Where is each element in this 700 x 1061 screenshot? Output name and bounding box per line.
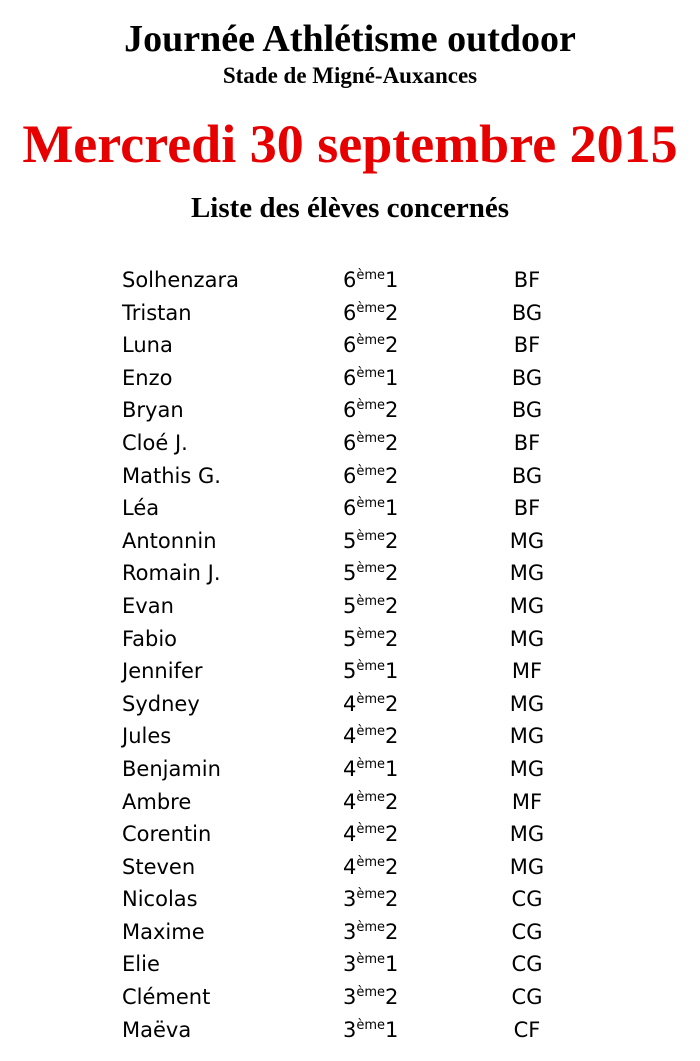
class-section: 2 bbox=[385, 985, 399, 1010]
class-level: 5 bbox=[343, 659, 357, 684]
class-section: 2 bbox=[385, 300, 399, 325]
student-row bbox=[0, 460, 700, 493]
class-level: 6 bbox=[343, 333, 357, 358]
student-row bbox=[0, 1014, 700, 1047]
student-name: Sydney bbox=[122, 691, 200, 716]
class-suffix: ème bbox=[356, 268, 386, 283]
student-row bbox=[0, 329, 700, 362]
student-row bbox=[0, 883, 700, 916]
student-name: Maxime bbox=[122, 919, 205, 944]
class-section: 2 bbox=[385, 430, 399, 455]
student-row bbox=[0, 362, 700, 395]
student-name: Solhenzara bbox=[122, 268, 239, 292]
student-row bbox=[0, 916, 700, 949]
group-code: MG bbox=[509, 756, 545, 781]
class-section: 1 bbox=[385, 365, 399, 390]
class-section: 2 bbox=[385, 463, 399, 488]
class-section: 1 bbox=[385, 1017, 399, 1042]
class-section: 2 bbox=[385, 789, 399, 814]
group-code: MF bbox=[511, 789, 543, 814]
student-class bbox=[343, 1014, 398, 1051]
student-name: Léa bbox=[122, 496, 160, 521]
student-class bbox=[343, 981, 398, 1018]
student-class bbox=[343, 916, 398, 953]
class-section: 2 bbox=[385, 691, 399, 716]
class-suffix: ème bbox=[356, 691, 386, 707]
student-row bbox=[0, 557, 700, 590]
group-code: BG bbox=[511, 398, 543, 423]
group-code: CF bbox=[513, 1017, 541, 1042]
group-code: MF bbox=[511, 659, 543, 684]
student-name: Clément bbox=[122, 985, 211, 1010]
student-name: Benjamin bbox=[122, 756, 221, 781]
student-name: Evan bbox=[122, 593, 174, 618]
class-suffix: ème bbox=[356, 854, 386, 870]
event-date: Mercredi 30 septembre 2015 bbox=[22, 114, 678, 174]
class-suffix: ème bbox=[356, 430, 386, 446]
student-class bbox=[343, 851, 398, 888]
student-row bbox=[0, 720, 700, 753]
student-row bbox=[0, 264, 700, 297]
class-section: 2 bbox=[385, 724, 399, 749]
class-level: 4 bbox=[343, 854, 357, 879]
class-section: 1 bbox=[385, 756, 399, 781]
class-suffix: ème bbox=[356, 789, 386, 805]
document-title: Journée Athlétisme outdoor bbox=[124, 18, 576, 60]
class-level: 6 bbox=[343, 300, 357, 325]
class-suffix: ème bbox=[356, 985, 386, 1001]
class-level: 5 bbox=[343, 626, 357, 651]
group-code: CG bbox=[511, 919, 543, 944]
class-suffix: ème bbox=[356, 463, 386, 479]
student-class bbox=[343, 427, 398, 464]
student-class bbox=[343, 948, 398, 985]
class-suffix: ème bbox=[356, 919, 386, 935]
group-code: CG bbox=[511, 985, 543, 1010]
student-class bbox=[343, 264, 398, 301]
class-section: 2 bbox=[385, 854, 399, 879]
student-row bbox=[0, 851, 700, 884]
student-name: Maëva bbox=[122, 1017, 192, 1042]
student-name: Tristan bbox=[122, 300, 192, 325]
group-code: MG bbox=[509, 626, 545, 651]
student-class bbox=[343, 720, 398, 757]
student-name: Romain J. bbox=[122, 561, 221, 586]
group-code: MG bbox=[509, 593, 545, 618]
student-row bbox=[0, 623, 700, 656]
class-suffix: ème bbox=[356, 822, 386, 838]
class-level: 6 bbox=[343, 430, 357, 455]
group-code: BF bbox=[513, 333, 541, 358]
class-section: 2 bbox=[385, 887, 399, 912]
class-level: 6 bbox=[343, 268, 357, 292]
student-class bbox=[343, 590, 398, 627]
class-level: 4 bbox=[343, 691, 357, 716]
student-row bbox=[0, 688, 700, 721]
student-name: Antonnin bbox=[122, 528, 217, 553]
group-code: CG bbox=[511, 887, 543, 912]
student-class bbox=[343, 525, 398, 562]
class-section: 2 bbox=[385, 561, 399, 586]
class-level: 3 bbox=[343, 919, 357, 944]
class-section: 1 bbox=[385, 952, 399, 977]
student-row bbox=[0, 981, 700, 1014]
group-code: MG bbox=[509, 822, 545, 847]
group-code: CG bbox=[511, 952, 543, 977]
class-suffix: ème bbox=[356, 398, 386, 414]
class-level: 4 bbox=[343, 822, 357, 847]
class-level: 3 bbox=[343, 1017, 357, 1042]
class-level: 5 bbox=[343, 593, 357, 618]
student-name: Mathis G. bbox=[122, 463, 221, 488]
class-level: 6 bbox=[343, 463, 357, 488]
class-suffix: ème bbox=[356, 1017, 386, 1033]
student-row bbox=[0, 753, 700, 786]
student-class bbox=[343, 394, 398, 431]
class-level: 3 bbox=[343, 985, 357, 1010]
class-suffix: ème bbox=[356, 887, 386, 903]
student-class bbox=[343, 655, 398, 692]
group-code: BG bbox=[511, 365, 543, 390]
group-code: BG bbox=[511, 300, 543, 325]
group-code: MG bbox=[509, 691, 545, 716]
student-class bbox=[343, 329, 398, 366]
student-name: Fabio bbox=[122, 626, 178, 651]
student-class bbox=[343, 753, 398, 790]
class-section: 1 bbox=[385, 268, 399, 292]
class-suffix: ème bbox=[356, 333, 386, 349]
class-level: 5 bbox=[343, 528, 357, 553]
student-class bbox=[343, 688, 398, 725]
class-section: 2 bbox=[385, 593, 399, 618]
student-name: Bryan bbox=[122, 398, 184, 423]
class-suffix: ème bbox=[356, 952, 386, 968]
class-section: 2 bbox=[385, 822, 399, 847]
class-level: 6 bbox=[343, 496, 357, 521]
student-name: Jules bbox=[122, 724, 172, 749]
student-name: Elie bbox=[122, 952, 160, 977]
class-level: 5 bbox=[343, 561, 357, 586]
student-name: Steven bbox=[122, 854, 196, 879]
student-name: Corentin bbox=[122, 822, 212, 847]
class-section: 1 bbox=[385, 659, 399, 684]
student-class bbox=[343, 883, 398, 920]
student-class bbox=[343, 818, 398, 855]
class-suffix: ème bbox=[356, 756, 386, 772]
class-suffix: ème bbox=[356, 528, 386, 544]
list-heading: Liste des élèves concernés bbox=[190, 192, 510, 224]
student-name: Jennifer bbox=[122, 659, 203, 684]
class-level: 4 bbox=[343, 789, 357, 814]
venue-subtitle: Stade de Migné-Auxances bbox=[222, 63, 478, 88]
class-section: 2 bbox=[385, 626, 399, 651]
class-level: 6 bbox=[343, 398, 357, 423]
class-suffix: ème bbox=[356, 561, 386, 577]
group-code: MG bbox=[509, 561, 545, 586]
class-section: 2 bbox=[385, 398, 399, 423]
class-suffix: ème bbox=[356, 626, 386, 642]
student-row bbox=[0, 492, 700, 525]
student-class bbox=[343, 492, 398, 529]
class-level: 4 bbox=[343, 724, 357, 749]
student-class bbox=[343, 460, 398, 497]
group-code: BG bbox=[511, 463, 543, 488]
group-code: MG bbox=[509, 854, 545, 879]
class-suffix: ème bbox=[356, 300, 386, 316]
student-row bbox=[0, 786, 700, 819]
student-class bbox=[343, 623, 398, 660]
class-section: 1 bbox=[385, 496, 399, 521]
group-code: BF bbox=[513, 430, 541, 455]
class-suffix: ème bbox=[356, 365, 386, 381]
class-section: 2 bbox=[385, 528, 399, 553]
student-list bbox=[0, 264, 700, 1046]
student-class bbox=[343, 362, 398, 399]
student-class bbox=[343, 786, 398, 823]
student-name: Ambre bbox=[122, 789, 192, 814]
student-class bbox=[343, 557, 398, 594]
student-row bbox=[0, 590, 700, 623]
class-level: 6 bbox=[343, 365, 357, 390]
class-suffix: ème bbox=[356, 659, 386, 675]
student-class bbox=[343, 297, 398, 334]
group-code: BF bbox=[513, 496, 541, 521]
student-name: Cloé J. bbox=[122, 430, 188, 455]
group-code: MG bbox=[509, 528, 545, 553]
class-suffix: ème bbox=[356, 496, 386, 512]
class-section: 2 bbox=[385, 919, 399, 944]
student-name: Enzo bbox=[122, 365, 173, 390]
group-code: BF bbox=[513, 268, 541, 292]
student-row bbox=[0, 818, 700, 851]
student-row bbox=[0, 297, 700, 330]
student-row bbox=[0, 427, 700, 460]
class-level: 3 bbox=[343, 952, 357, 977]
class-section: 2 bbox=[385, 333, 399, 358]
student-row bbox=[0, 525, 700, 558]
student-row bbox=[0, 394, 700, 427]
class-level: 4 bbox=[343, 756, 357, 781]
student-row bbox=[0, 948, 700, 981]
class-suffix: ème bbox=[356, 724, 386, 740]
class-suffix: ème bbox=[356, 593, 386, 609]
class-level: 3 bbox=[343, 887, 357, 912]
student-name: Nicolas bbox=[122, 887, 198, 912]
student-row bbox=[0, 655, 700, 688]
group-code: MG bbox=[509, 724, 545, 749]
student-name: Luna bbox=[122, 333, 173, 358]
